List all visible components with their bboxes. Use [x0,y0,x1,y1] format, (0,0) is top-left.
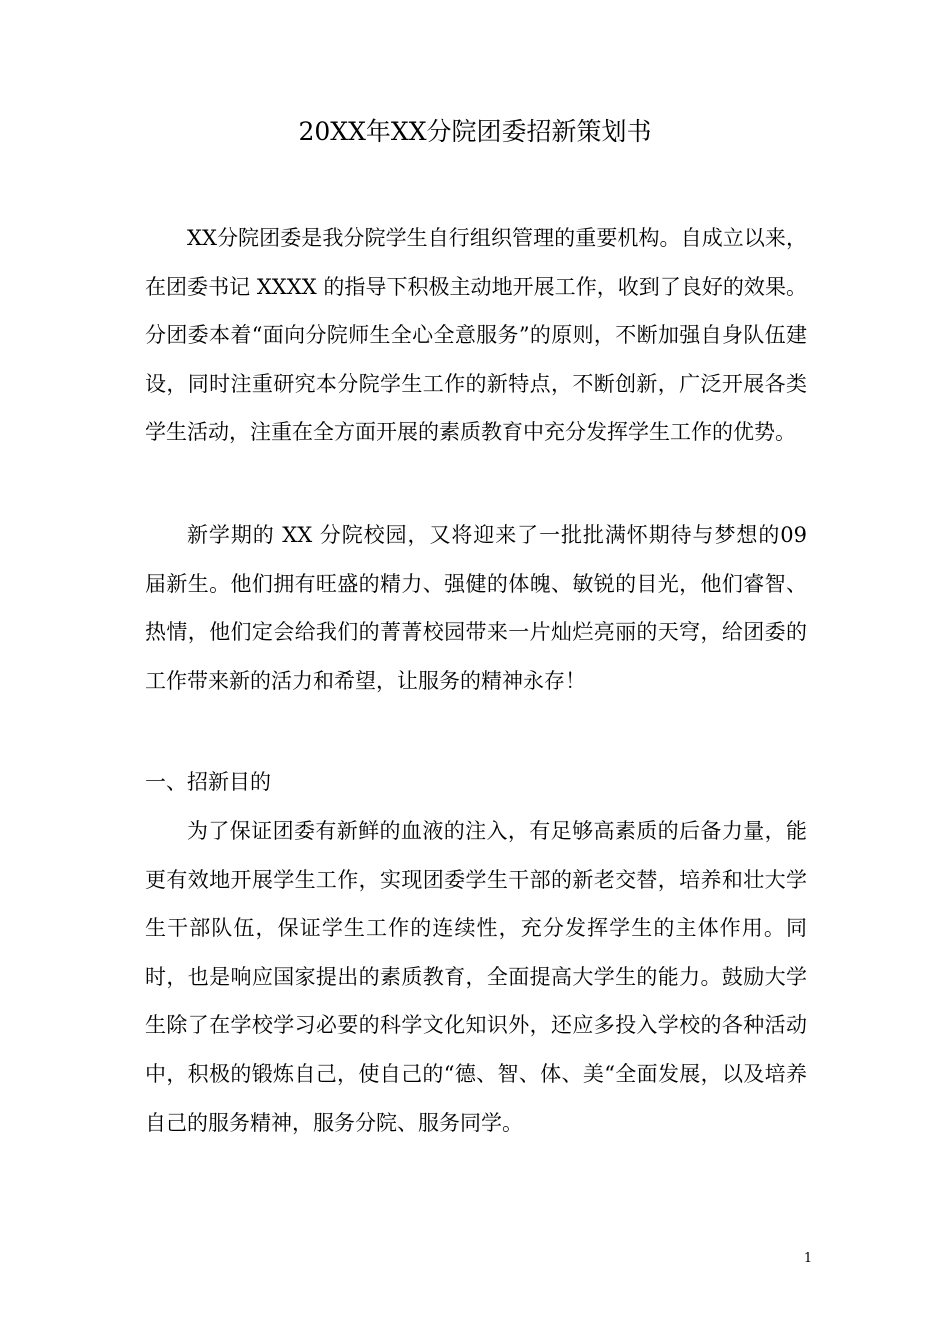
paragraph-text: XX分院团委是我分院学生自行组织管理的重要机构。自成立以来，在团委书记 XXXX 的指导下积极主动地开展工作，收到了良好的效果。分团委本着“面向分院师生全心全意服务”的原则，不断加强自身队伍建设，同时注重研究本分院学生工作的新特点，不断创新，广泛开展各类学生活动，注重在全方面开展的素质教育中充分发挥学生工作的优势。 [145,226,807,445]
document-title: 20XX年XX分院团委招新策划书 [298,117,652,146]
paragraph-text: 新学期的 XX 分院校园，又将迎来了一批批满怀期待与梦想的09 届新生。他们拥有旺盛的精力、强健的体魄、敏锐的目光，他们睿智、热情，他们定会给我们的菁菁校园带来一片灿烂亮丽的天穹，给团委的工作带来新的活力和希望，让服务的精神永存！ [145,523,807,693]
section-paragraph [145,807,807,1147]
second-paragraph [145,511,807,705]
intro-paragraph [145,214,807,457]
section-heading: 一、招新目的 [145,770,271,794]
page-number: 1 [803,1251,813,1266]
paragraph-text: 为了保证团委有新鲜的血液的注入，有足够高素质的后备力量，能更有效地开展学生工作，实现团委学生干部的新老交替，培养和壮大学生干部队伍，保证学生工作的连续性，充分发挥学生的主体作用。同时，也是响应国家提出的素质教育，全面提高大学生的能力。鼓励大学生除了在学校学习必要的科学文化知识外，还应多投入学校的各种活动中，积极的锻炼自己，使自己的“德、智、体、美“全面发展，以及培养自己的服务精神，服务分院、服务同学。 [145,819,807,1135]
